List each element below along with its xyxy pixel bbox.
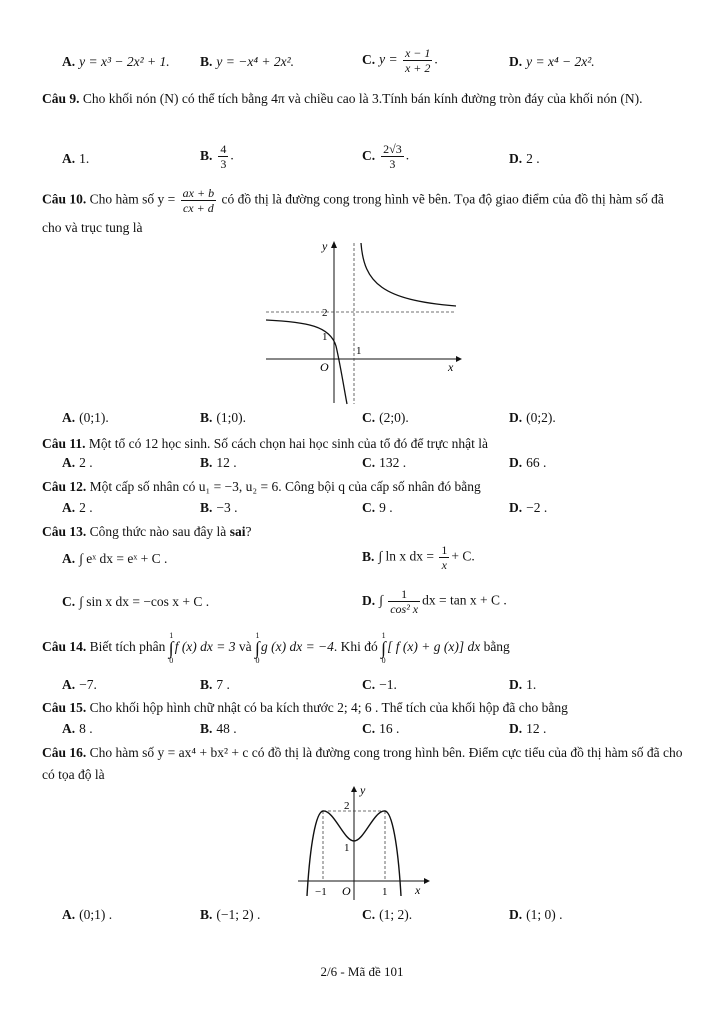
q9-option-a[interactable]	[62, 151, 89, 167]
tick-label-x-1: 1	[356, 345, 362, 357]
question-text: Cho khối nón (N) có thể tích bằng 4π và chiều cao là 3.Tính bán kính đường tròn đáy của khối nón (N).	[82, 91, 643, 106]
integral-expression: g (x) dx = −4	[260, 639, 334, 654]
q16-option-c[interactable]	[362, 907, 412, 923]
emphasis-text: sai	[229, 524, 246, 539]
option-text: 9 .	[379, 500, 393, 515]
q14-option-a[interactable]	[62, 677, 97, 693]
q8-option-c[interactable]	[362, 46, 438, 75]
q8-option-a[interactable]	[62, 54, 170, 70]
question-text: Cho hàm số y = ax⁴ + bx² + c có đồ thị là đường cong trong hình bên. Điểm cực tiểu của đồ thị hàm số đã cho có tọa độ là	[42, 745, 683, 782]
q12-option-c[interactable]	[362, 500, 393, 516]
option-label: B.	[200, 907, 213, 922]
option-text: y = x⁴ − 2x².	[526, 54, 595, 69]
option-text: (1; 2).	[379, 907, 413, 922]
option-label: A.	[62, 907, 76, 922]
fraction	[439, 543, 449, 572]
option-label: D.	[509, 500, 523, 515]
question-number: Câu 14.	[42, 639, 87, 654]
question-number: Câu 11.	[42, 436, 86, 451]
option-text: (2;0).	[379, 410, 409, 425]
option-text: (0;2).	[526, 410, 556, 425]
option-label: C.	[62, 594, 76, 609]
q9-option-b[interactable]	[200, 142, 234, 171]
period: .	[434, 51, 438, 67]
option-label: B.	[200, 410, 213, 425]
fraction	[181, 186, 216, 215]
question-10	[42, 186, 684, 241]
connector-text: và	[238, 639, 252, 654]
question-text: bằng	[483, 639, 510, 654]
q8-option-d[interactable]	[509, 54, 595, 70]
option-text: (1; 0) .	[526, 907, 563, 922]
option-label: D.	[509, 721, 523, 736]
option-text: ∫	[379, 592, 383, 608]
q13-option-a[interactable]	[62, 551, 167, 567]
question-text: Cho hàm số y =	[89, 191, 176, 207]
option-text: 1.	[526, 677, 537, 692]
option-label: B.	[200, 500, 213, 515]
option-label: B.	[200, 721, 213, 736]
option-text: −3 .	[216, 500, 238, 515]
option-text: ∫ ln x dx =	[378, 548, 434, 564]
tick-label-2: 2	[344, 800, 350, 812]
numerator: 1	[441, 543, 448, 557]
option-label: D.	[509, 677, 523, 692]
numerator: 2√3	[383, 142, 402, 156]
q12-option-d[interactable]	[509, 500, 547, 516]
option-label: B.	[200, 455, 213, 470]
integral-expression: f (x) dx = 3	[174, 639, 236, 654]
y-axis-label: y	[360, 784, 366, 797]
option-text: (−1; 2) .	[216, 907, 261, 922]
question-text: có đồ thị là đường cong trong hình vẽ bên. Tọa độ giao điểm của đồ thị hàm số đã cho và trục tung là	[42, 191, 664, 235]
q10-option-c[interactable]	[362, 410, 409, 426]
question-11	[42, 433, 684, 455]
option-label: D.	[362, 592, 376, 608]
q13-option-c[interactable]	[62, 594, 209, 610]
option-text: 8 .	[79, 721, 93, 736]
option-text: ∫ sin x dx = −cos x + C .	[79, 594, 210, 609]
option-text: −7.	[79, 677, 97, 692]
denominator: 3	[389, 157, 396, 171]
page-footer: 2/6 - Mã đề 101	[320, 964, 404, 979]
integral-sign: 1 ∫ 0	[381, 630, 387, 665]
option-label: C.	[362, 500, 376, 515]
q9-option-d[interactable]	[509, 151, 540, 167]
option-text: 132 .	[379, 455, 407, 470]
option-text: 48 .	[216, 721, 237, 736]
q12-option-a[interactable]	[62, 500, 93, 516]
q9-option-c[interactable]	[362, 142, 409, 171]
q8-option-b[interactable]	[200, 54, 294, 70]
origin-label: O	[320, 360, 329, 374]
q15-option-d[interactable]	[509, 721, 546, 737]
x-axis-label: x	[415, 883, 421, 897]
q16-option-d[interactable]	[509, 907, 563, 923]
question-number: Câu 15.	[42, 700, 87, 715]
q11-option-d[interactable]	[509, 455, 546, 471]
option-label: C.	[362, 410, 376, 425]
question-text: Một cấp số nhân có u₁ = −3, u₂ = 6. Công bội q của cấp số nhân đó bằng	[89, 479, 481, 494]
q11-option-c[interactable]	[362, 455, 406, 471]
question-text: Công thức nào sau đây là	[89, 524, 227, 539]
question-13	[42, 521, 684, 543]
integral-lower-limit: 0	[381, 655, 386, 665]
period: .	[230, 147, 234, 163]
option-label: D.	[509, 54, 523, 69]
option-label: D.	[509, 151, 523, 166]
question-number: Câu 16.	[42, 745, 87, 760]
question-number: Câu 10.	[42, 191, 87, 207]
tick-label-neg1: −1	[315, 886, 327, 898]
option-label: C.	[362, 721, 376, 736]
curve-right-branch	[361, 243, 456, 306]
option-text: (0;1).	[79, 410, 109, 425]
question-text: Cho khối hộp hình chữ nhật có ba kích thước 2; 4; 6 . Thể tích của khối hộp đã cho bằng	[89, 700, 568, 715]
option-text: 12 .	[216, 455, 237, 470]
question-text: Biết tích phân	[89, 639, 166, 654]
connector-text: . Khi đó	[333, 639, 378, 654]
numerator: ax + b	[182, 186, 215, 200]
denominator: 3	[220, 157, 227, 171]
denominator: x	[441, 558, 447, 572]
option-label: C.	[362, 51, 376, 67]
option-label: C.	[362, 677, 376, 692]
option-label: D.	[509, 410, 523, 425]
q14-option-c[interactable]	[362, 677, 397, 693]
option-label: C.	[362, 907, 376, 922]
question-mark: ?	[245, 524, 252, 539]
option-text: + C.	[451, 548, 475, 564]
option-text: 7 .	[216, 677, 230, 692]
integral-sign: 1 ∫ 0	[255, 630, 260, 665]
option-label: A.	[62, 721, 76, 736]
option-text: 2 .	[79, 455, 93, 470]
q10-option-a[interactable]	[62, 410, 109, 426]
fraction	[381, 142, 404, 171]
q16-graph	[296, 784, 432, 902]
tick-label-2: 2	[322, 307, 328, 319]
integral-lower-limit: 0	[169, 655, 174, 665]
curve-left-branch	[266, 320, 347, 404]
option-label: A.	[62, 410, 76, 425]
q10-option-b[interactable]	[200, 410, 246, 426]
option-label: D.	[509, 455, 523, 470]
tick-label-y-1: 1	[322, 331, 328, 343]
q15-option-b[interactable]	[200, 721, 237, 737]
option-text: 66 .	[526, 455, 547, 470]
tick-label-x-1: 1	[382, 886, 388, 898]
q13-option-b[interactable]	[362, 543, 475, 572]
question-14	[42, 630, 684, 665]
numerator: x − 1	[404, 46, 431, 60]
option-text: 16 .	[379, 721, 400, 736]
q14-option-b[interactable]	[200, 677, 230, 693]
question-12	[42, 476, 684, 498]
q15-option-c[interactable]	[362, 721, 399, 737]
fraction	[388, 587, 420, 616]
fraction	[218, 142, 228, 171]
q15-option-a[interactable]	[62, 721, 93, 737]
integral-upper-limit: 1	[169, 630, 174, 640]
option-text: 1.	[79, 151, 90, 166]
q16-option-a[interactable]	[62, 907, 112, 923]
option-label: B.	[200, 677, 213, 692]
option-text: 2 .	[526, 151, 540, 166]
option-text: ∫ eˣ dx = eˣ + C .	[79, 551, 168, 566]
integral-sign: 1 ∫ 0	[168, 630, 174, 665]
question-number: Câu 12.	[42, 479, 87, 494]
option-label: C.	[362, 147, 376, 163]
option-label: A.	[62, 500, 76, 515]
integral-expression: [ f (x) + g (x)] dx	[387, 639, 481, 654]
option-text: y = −x⁴ + 2x².	[216, 54, 295, 69]
q16-option-b[interactable]	[200, 907, 260, 923]
x-axis-label: x	[448, 360, 454, 374]
option-label: A.	[62, 455, 76, 470]
origin-label: O	[342, 884, 351, 898]
option-label: B.	[200, 147, 213, 163]
integral-upper-limit: 1	[381, 630, 386, 640]
numerator: 4	[220, 142, 227, 156]
y-axis-arrow	[351, 786, 357, 792]
integral-upper-limit: 1	[255, 630, 260, 640]
option-text: dx = tan x + C .	[422, 592, 507, 608]
x-axis-arrow	[456, 356, 462, 362]
fraction	[403, 46, 432, 75]
option-label: B.	[362, 548, 375, 564]
option-text: y =	[379, 51, 398, 67]
q10-option-d[interactable]	[509, 410, 556, 426]
y-axis-label: y	[322, 239, 328, 253]
question-number: Câu 13.	[42, 524, 87, 539]
option-text: y = x³ − 2x² + 1.	[79, 54, 170, 69]
denominator: cx + d	[182, 201, 214, 215]
question-number: Câu 9.	[42, 91, 80, 106]
option-text: −1.	[379, 677, 397, 692]
option-label: A.	[62, 551, 76, 566]
option-label: D.	[509, 907, 523, 922]
option-label: A.	[62, 54, 76, 69]
q12-option-b[interactable]	[200, 500, 238, 516]
q14-option-d[interactable]	[509, 677, 536, 693]
option-text: −2 .	[526, 500, 548, 515]
question-16	[42, 742, 684, 786]
x-axis-arrow	[424, 878, 430, 884]
option-text: (0;1) .	[79, 907, 113, 922]
question-9	[42, 88, 684, 110]
option-text: 12 .	[526, 721, 547, 736]
q10-graph	[262, 238, 462, 406]
option-label: A.	[62, 677, 76, 692]
question-text: Một tổ có 12 học sinh. Số cách chọn hai học sinh của tổ đó để trực nhật là	[88, 436, 488, 451]
q11-option-a[interactable]	[62, 455, 93, 471]
q13-option-d[interactable]	[362, 587, 507, 616]
option-text: 2 .	[79, 500, 93, 515]
y-axis-arrow	[331, 241, 337, 248]
option-label: B.	[200, 54, 213, 69]
question-15	[42, 697, 684, 719]
period: .	[405, 147, 410, 163]
denominator: cos² x	[390, 602, 419, 616]
option-text: (1;0).	[216, 410, 247, 425]
q11-option-b[interactable]	[200, 455, 237, 471]
option-label: A.	[62, 151, 76, 166]
numerator: 1	[388, 587, 420, 602]
tick-label-y-1: 1	[344, 842, 350, 854]
integral-lower-limit: 0	[255, 655, 260, 665]
option-label: C.	[362, 455, 376, 470]
denominator: x + 2	[404, 61, 431, 75]
